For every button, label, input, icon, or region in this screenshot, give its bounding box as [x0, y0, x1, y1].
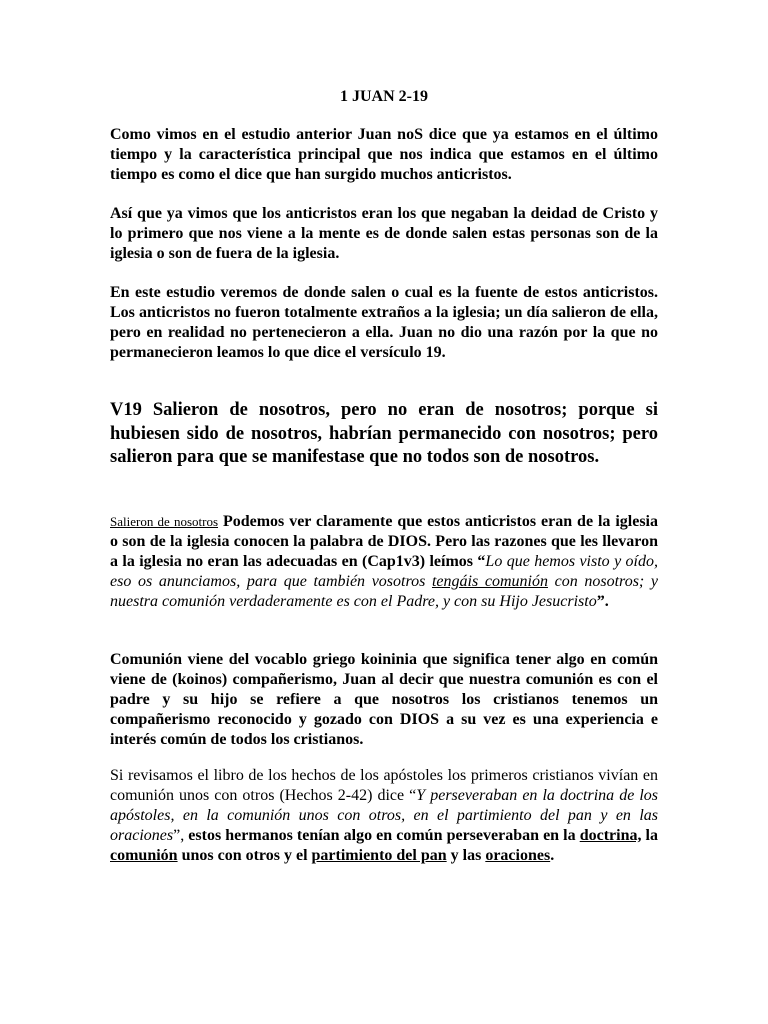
- bold-text-3: unos con otros y el: [177, 847, 312, 864]
- close-quote: ”.: [596, 593, 609, 610]
- acts-quote: Y perseveraban en la doctrina de los apóstoles, en la comunión unos con otros, en el partimiento del pan y en las oraciones: [110, 787, 658, 844]
- keyword-doctrina: doctrina,: [579, 827, 642, 844]
- paragraph-2: Así que ya vimos que los anticristos eran los que negaban la deidad de Cristo y lo primero que nos viene a la mente es de donde salen estas personas son de la iglesia o son de fuera de la iglesia.: [110, 205, 658, 262]
- section-heading: Salieron de nosotros: [110, 514, 219, 529]
- keyword-comunion: comunión: [110, 847, 178, 864]
- document-title: 1 JUAN 2-19: [340, 88, 428, 105]
- bold-text-4: y las: [446, 847, 486, 864]
- scripture-quote-underlined: tengáis comunión: [431, 573, 548, 590]
- keyword-oraciones: oraciones: [485, 847, 551, 864]
- verse-19-quote: V19 Salieron de nosotros, pero no eran de nosotros; porque si hubiesen sido de nosotros, habrían permanecido con nosotros; pero salieron para que se manifestase que no todos son de nosotros.: [110, 400, 658, 467]
- bold-text-1: estos hermanos tenían algo en común perseveraban en la: [188, 827, 580, 844]
- bold-text-2: la: [641, 827, 658, 844]
- paragraph-1: Como vimos en el estudio anterior Juan noS dice que ya estamos en el último tiempo y la característica principal que nos indica que estamos en el último tiempo es como el dice que han surgido muchos anticristos.: [110, 126, 658, 183]
- paragraph-3: En este estudio veremos de donde salen o cual es la fuente de estos anticristos. Los anticristos no fueron totalmente extraños a la iglesia; un día salieron de ella, pero en realidad no pertenecieron a ella. Juan no dio una razón por la que no permanecieron leamos lo que dice el versículo 19.: [110, 284, 658, 361]
- paragraph-5-text: Podemos ver claramente que estos anticristos eran de la iglesia o son de la iglesia conocen la palabra de DIOS. Pero las razones que les llevaron a la iglesia no eran las adecuadas en (Cap1v3) leímos: [110, 513, 659, 570]
- paragraph-6: Comunión viene del vocablo griego koininia que significa tener algo en común viene de (koinos) compañerismo, Juan al decir que nuestra comunión es con el padre y su hijo se refiere a que nosotros los cristianos tenemos un compañerismo reconocido y gozado con DIOS a su vez es una experiencia e interés común de todos los cristianos.: [110, 651, 658, 748]
- keyword-partimiento: partimiento del pan: [311, 847, 447, 864]
- open-quote: “: [409, 787, 417, 804]
- close-quote: ”,: [173, 827, 189, 844]
- paragraph-5: [110, 512, 658, 612]
- open-quote: “: [477, 553, 486, 570]
- period: .: [550, 847, 555, 864]
- paragraph-7: [110, 766, 658, 866]
- scripture-quote-a: Lo que hemos visto y oído, eso os anunciamos, para que también vosotros: [110, 553, 658, 590]
- paragraph-7-text: Si revisamos el libro de los hechos de los apóstoles los primeros cristianos vivían en comunión unos con otros (Hechos 2-42) dice: [110, 767, 658, 804]
- scripture-quote-b: con nosotros; y nuestra comunión verdaderamente es con el Padre, y con su Hijo Jesucristo: [110, 573, 658, 610]
